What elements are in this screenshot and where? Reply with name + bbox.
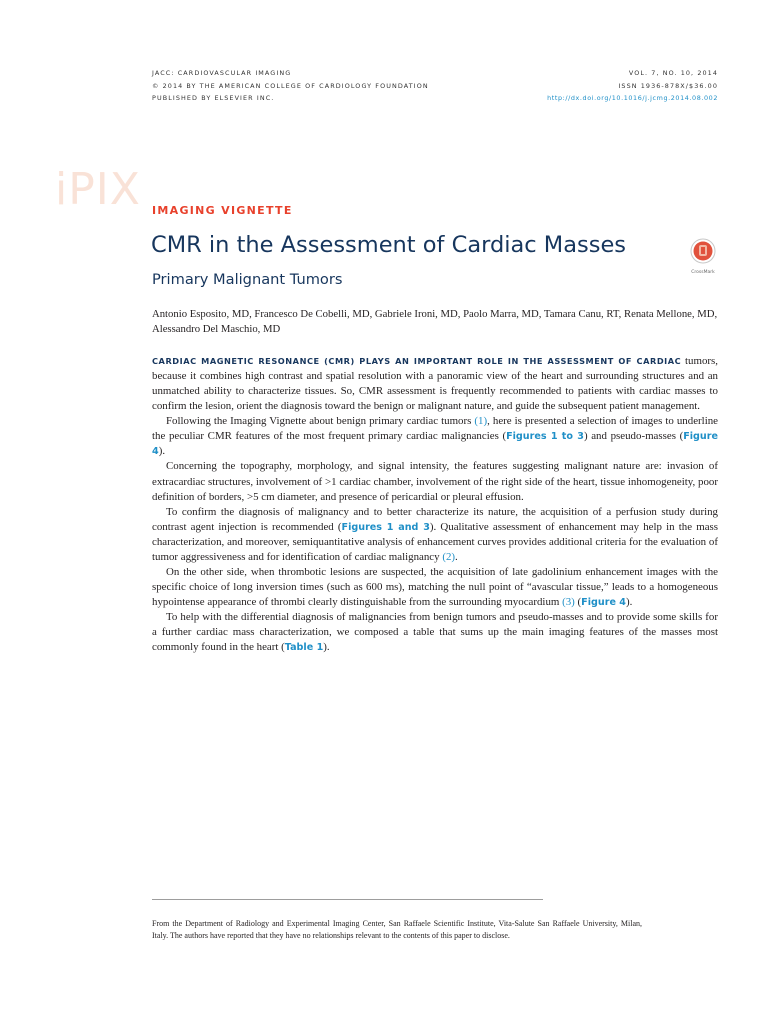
paragraph-6: To help with the differential diagnosis of malignancies from benign tumors and pseudo-masses and to provide some skills for a further cardiac mass characterization, we composed a table that sums up the main imaging features of the masses most commonly found in the heart (Table 1).	[152, 611, 718, 654]
reference-link[interactable]: (2)	[442, 550, 456, 563]
reference-link[interactable]: (3)	[562, 596, 575, 608]
issn-line: ISSN 1936-878X/$36.00	[618, 81, 718, 90]
paragraph-2: Following the Imaging Vignette about benign primary cardiac tumors (1), here is presented a selection of images to underline the peculiar CMR features of the most frequent primary cardiac malignancies (Figures 1 to 3) and pseudo-masses (Figure 4).	[152, 415, 718, 458]
crossmark-badge[interactable]	[688, 238, 718, 275]
copyright-line: © 2014 BY THE AMERICAN COLLEGE OF CARDIOLOGY FOUNDATION	[152, 81, 429, 90]
crossmark-icon	[690, 238, 716, 264]
paragraph-4: To confirm the diagnosis of malignancy and to better characterize its nature, the acquisition of a perfusion study during contrast agent injection is recommended (Figures 1 and 3). Qualitative assessment of enhancement may help in the mass characterization, and moreover, semiquantitative analysis of enhancement curves provides additional criteria for the evaluation of tumor aggressiveness and for identification of cardiac malignancy (2).	[152, 505, 718, 563]
paragraph-1: CARDIAC MAGNETIC RESONANCE (CMR) PLAYS AN IMPORTANT ROLE IN THE ASSESSMENT OF CARDIAC tumors, because it combines high contrast and spatial resolution with a panoramic view of the heart and surrounding structures and an unmatched ability to characterize tissues. So, CMR assessment is frequently recommended to patients with cardiac masses to confirm the lesion, orient the diagnosis toward the benign or malignant nature, and guide the subsequent patient management.	[152, 355, 719, 413]
article-title: CMR in the Assessment of Cardiac Masses	[151, 232, 627, 258]
volume-line: VOL. 7, NO. 10, 2014	[628, 69, 718, 77]
footnote-divider	[152, 899, 543, 900]
section-label: IMAGING VIGNETTE	[152, 204, 293, 217]
article-subtitle: Primary Malignant Tumors	[152, 271, 343, 288]
publisher-line: PUBLISHED BY ELSEVIER INC.	[152, 94, 275, 102]
crossmark-label: CrossMark	[691, 270, 715, 275]
article-body	[152, 354, 718, 655]
running-header-right	[547, 67, 718, 105]
figure-link[interactable]: Figure 4	[581, 597, 626, 608]
doi-link[interactable]: http://dx.doi.org/10.1016/j.jcmg.2014.08.002	[547, 94, 718, 102]
journal-name: JACC: CARDIOVASCULAR IMAGING	[152, 69, 292, 77]
paragraph-5: On the other side, when thrombotic lesions are suspected, the acquisition of late gadolinium enhancement images with the specific choice of long inversion times (such as 600 ms), matching the null point of “avascular tissue,” leads to a homogeneous hypointense appearance of thrombi clearly distinguishable from the surrounding myocardium (3) (Figure 4).	[152, 565, 718, 608]
lead-in-text: CARDIAC MAGNETIC RESONANCE (CMR) PLAYS AN IMPORTANT ROLE IN THE ASSESSMENT OF CARDIAC	[152, 356, 682, 366]
table-link[interactable]: Table 1	[284, 642, 324, 654]
author-list: Antonio Esposito, MD, Francesco De Cobelli, MD, Gabriele Ironi, MD, Paolo Marra, MD, Tamara Canu, RT, Renata Mellone, MD, Alessandro Del Maschio, MD	[152, 308, 718, 335]
reference-link[interactable]: (1)	[474, 415, 488, 428]
figure-link[interactable]: Figures 1 to 3	[506, 431, 584, 443]
figure-link[interactable]: Figures 1 and 3	[341, 521, 430, 533]
running-header-left	[152, 67, 429, 105]
figure-link[interactable]: Figure 4	[152, 431, 718, 458]
affiliation-footnote: From the Department of Radiology and Experimental Imaging Center, San Raffaele Scientific Institute, Vita-Salute San Raffaele University, Milan, Italy. The authors have reported that they have no relationships relevant to the contents of this paper to disclose.	[152, 919, 642, 940]
paragraph-3: Concerning the topography, morphology, and signal intensity, the features suggesting malignant nature are: invasion of extracardiac structures, involvement of >1 cardiac chamber, involvement of the right side of the heart, tissue inhomogeneity, poor definition of borders, >5 cm diameter, and presence of pericardial or pleural effusion.	[152, 460, 718, 503]
ipix-watermark: iPIX	[55, 164, 141, 215]
